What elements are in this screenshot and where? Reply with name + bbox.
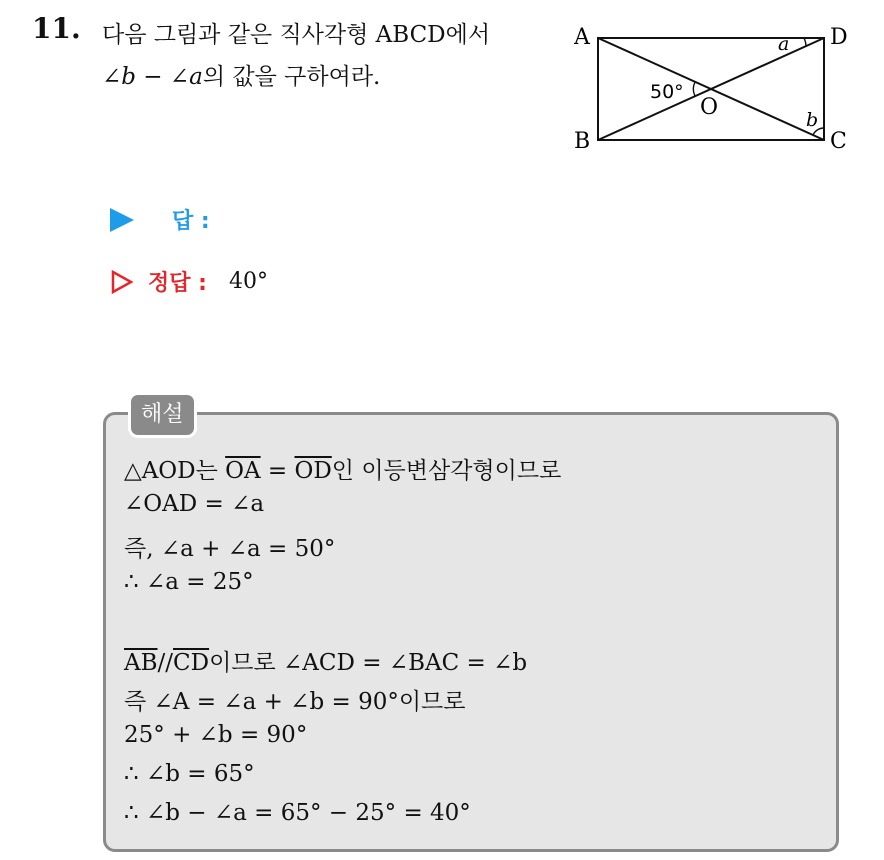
answer-label: 답 : (172, 209, 210, 234)
play-triangle-icon (110, 208, 134, 232)
vertex-label-d: D (830, 25, 848, 50)
solution-line-2: ∠OAD = ∠a (124, 491, 265, 517)
solution-text: // (157, 650, 174, 676)
solution-line-6: 즉 ∠A = ∠a + ∠b = 90°이므로 (124, 689, 466, 715)
question-suffix: 의 값을 구하여라. (202, 64, 381, 90)
angle-arc-a (804, 38, 806, 46)
angle-arc-50 (693, 82, 695, 96)
solution-line-1 (124, 452, 561, 485)
rectangle-diagram (574, 20, 854, 160)
solution-tag: 해설 (128, 392, 197, 438)
solution-text: △AOD는 (124, 458, 226, 484)
correct-answer-value: 40° (228, 269, 268, 294)
solution-text: 인 이등변삼각형이므로 (331, 458, 562, 484)
segment-ab: $\overline{AB}$ (124, 650, 158, 676)
solution-line-4: ∴ ∠a = 25° (124, 569, 254, 595)
segment-cd: $\overline{CD}$ (173, 650, 210, 676)
correct-answer-row (110, 266, 268, 297)
segment-od: $\overline{OD}$ (294, 458, 332, 484)
solution-text: = (260, 458, 295, 484)
question-text-line2 (102, 58, 380, 91)
angle-label-b: b (806, 109, 819, 131)
vertex-label-a: A (574, 25, 590, 50)
angle-a-term: ∠a (169, 64, 203, 90)
solution-line-3: 즉, ∠a + ∠a = 50° (124, 536, 336, 562)
vertex-label-b: B (574, 129, 591, 154)
outline-triangle-icon (110, 269, 134, 295)
vertex-label-c: C (830, 129, 847, 154)
segment-oa: $\overline{OA}$ (225, 458, 261, 484)
correct-answer-label: 정답 : (148, 271, 207, 296)
solution-line-9: ∴ ∠b − ∠a = 65° − 25° = 40° (124, 800, 471, 826)
center-label-o: O (700, 95, 719, 120)
question-text-line1: 다음 그림과 같은 직사각형 ABCD에서 (102, 22, 491, 48)
solution-line-7: 25° + ∠b = 90° (124, 722, 308, 748)
question-number: 11. (32, 12, 81, 45)
minus-sign: − (136, 64, 170, 90)
angle-label-50: 50° (650, 81, 684, 103)
solution-line-5 (124, 644, 527, 677)
answer-row (110, 204, 210, 235)
solution-text: 이므로 ∠ACD = ∠BAC = ∠b (209, 650, 528, 676)
angle-label-a: a (778, 33, 790, 55)
solution-line-8: ∴ ∠b = 65° (124, 761, 255, 787)
angle-b-term: ∠b (102, 64, 136, 90)
